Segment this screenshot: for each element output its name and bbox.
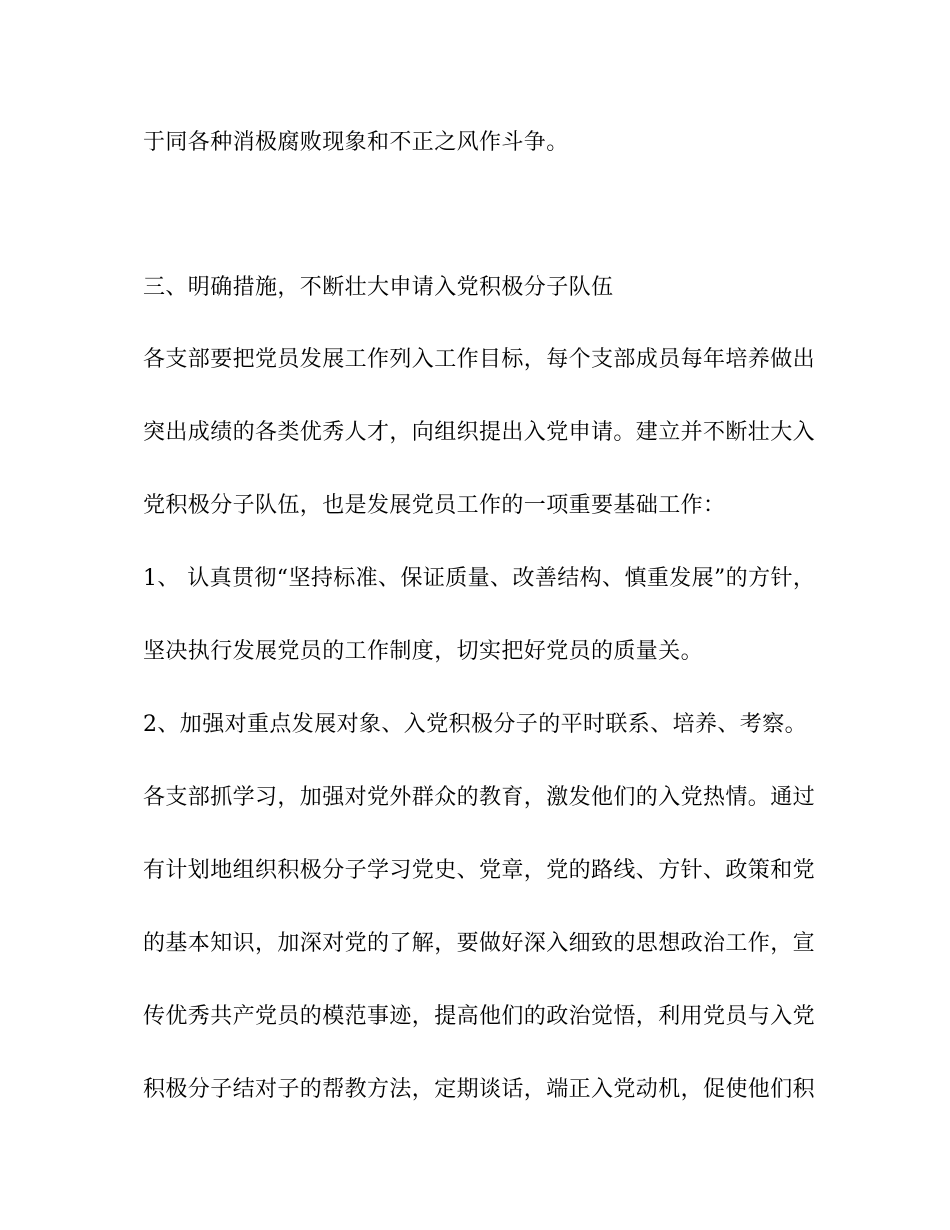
paragraph-line: 党积极分子队伍，也是发展党员工作的一项重要基础工作： — [143, 493, 726, 518]
paragraph-line: 于同各种消极腐败现象和不正之风作斗争。 — [143, 130, 569, 155]
paragraph-line: 传优秀共产党员的模范事迹，提高他们的政治觉悟，利用党员与入党 — [143, 1004, 816, 1029]
section-heading: 三、明确措施，不断壮大申请入党积极分子队伍 — [143, 275, 614, 300]
list-item: 1、 认真贯彻“坚持标准、保证质量、改善结构、慎重发展”的方针， — [143, 566, 816, 591]
paragraph-line: 突出成绩的各类优秀人才，向组织提出入党申请。建立并不断壮大入 — [143, 420, 816, 445]
paragraph-line: 各支部抓学习，加强对党外群众的教育，激发他们的入党热情。通过 — [143, 785, 816, 810]
paragraph-line: 积极分子结对子的帮教方法，定期谈话，端正入党动机，促使他们积 — [143, 1077, 816, 1102]
list-item: 2、加强对重点发展对象、入党积极分子的平时联系、培养、考察。 — [143, 712, 807, 737]
paragraph-line: 有计划地组织积极分子学习党史、党章，党的路线、方针、政策和党 — [143, 858, 816, 883]
paragraph-line: 的基本知识，加深对党的了解，要做好深入细致的思想政治工作，宣 — [143, 931, 816, 956]
paragraph-line: 坚决执行发展党员的工作制度，切实把好党员的质量关。 — [143, 639, 704, 664]
paragraph-line: 各支部要把党员发展工作列入工作目标，每个支部成员每年培养做出 — [143, 347, 816, 372]
